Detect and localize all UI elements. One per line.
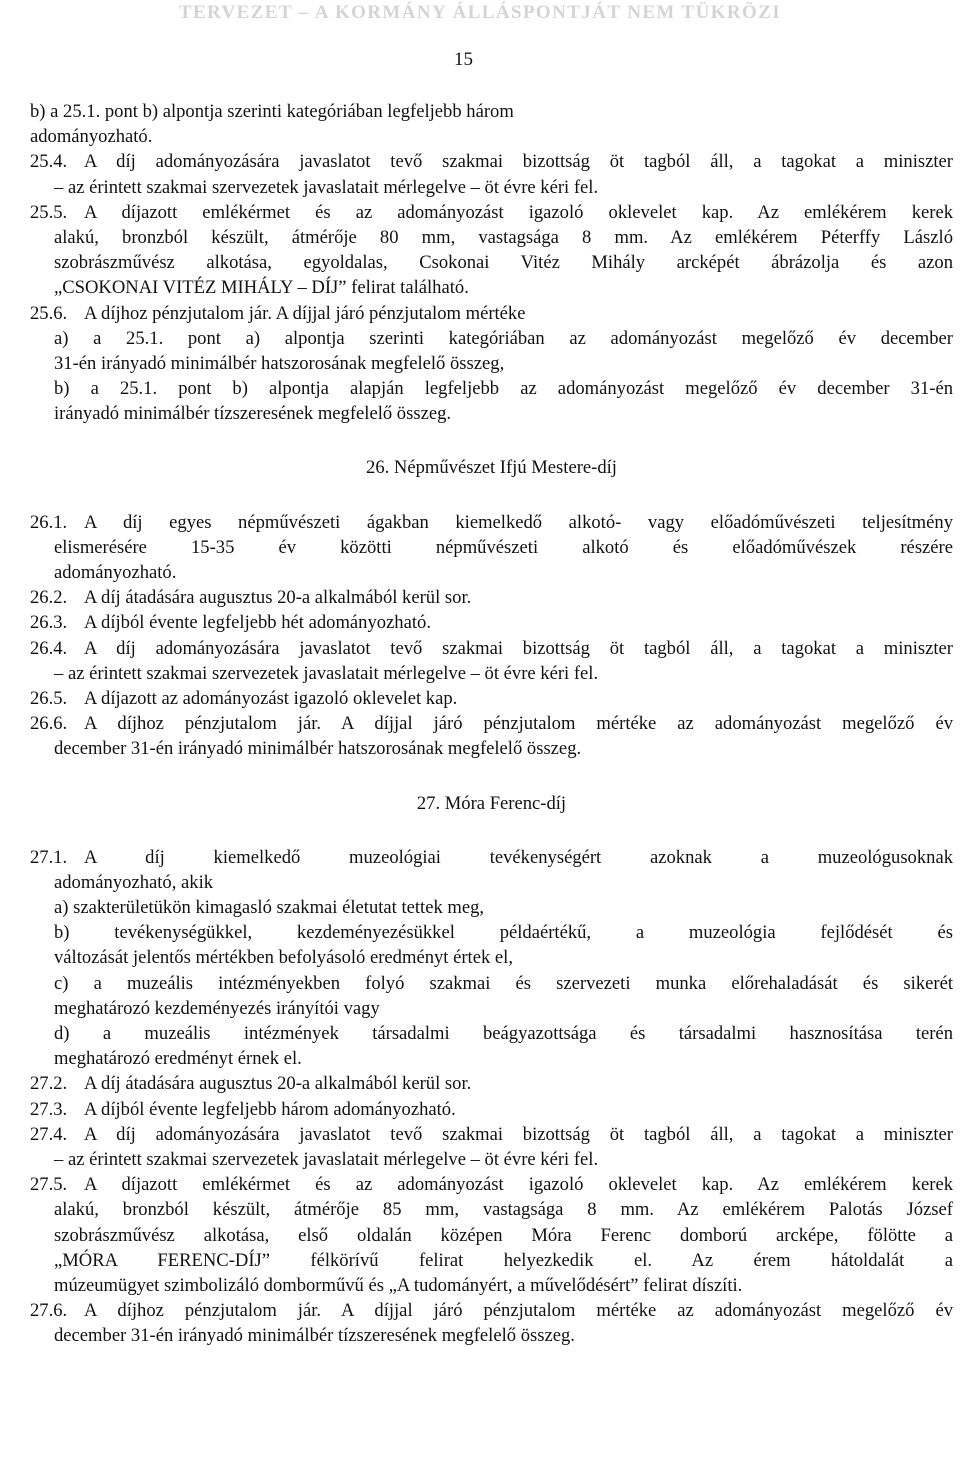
text-line: meghatározó kezdeményezés irányítói vagy (54, 997, 380, 1019)
text-line (30, 711, 953, 736)
paragraph-number: 26.5. (30, 687, 68, 709)
paragraph-number: 27.5. (30, 1174, 68, 1196)
text-line (30, 1097, 953, 1122)
text-line: elismerésére 15-35 év közötti népművészeti alkotó és előadóművészek részére (54, 536, 953, 558)
paragraph-number: 27.1. (30, 846, 68, 868)
paragraph-number: 25.4. (30, 151, 68, 173)
text-line: meghatározó eredményt érnek el. (54, 1048, 302, 1070)
paragraph-text: A díj kiemelkedő muzeológiai tevékenységért azoknak a muzeológusoknak (84, 846, 953, 868)
text-line (30, 149, 953, 174)
text-line: december 31-én irányadó minimálbér tízszeresének megfelelő összeg. (54, 1325, 575, 1347)
paragraph-text: A díjazott az adományozást igazoló oklevelet kap. (84, 687, 458, 709)
text-line: „MÓRA FERENC-DÍJ” félkörívű felirat helyezkedik el. Az érem hátoldalát a (54, 1249, 953, 1271)
paragraph-number: 27.3. (30, 1098, 68, 1120)
text-line: szobrászművész alkotása, első oldalán középen Móra Ferenc domború arcképe, fölötte a (54, 1224, 953, 1246)
text-line: „CSOKONAI VITÉZ MIHÁLY – DÍJ” felirat található. (54, 277, 469, 299)
text-line: – az érintett szakmai szervezetek javaslatait mérlegelve – öt évre kéri fel. (54, 176, 599, 198)
paragraph-number: 26.3. (30, 612, 68, 634)
paragraph-text: A díj adományozására javaslatot tevő szakmai bizottság öt tagból áll, a tagokat a miniszter (84, 1123, 953, 1145)
text-line: d) a muzeális intézmények társadalmi beágyazottsága és társadalmi hasznosítása terén (54, 1023, 953, 1044)
text-line (30, 301, 953, 326)
paragraph-text: A díjazott emlékérmet és az adományozást igazoló oklevelet kap. Az emlékérem kerek (84, 1174, 953, 1196)
text-line: a) szakterületükön kimagasló szakmai életutat tettek meg, (54, 897, 485, 919)
paragraph-text: A díjazott emlékérmet és az adományozást igazoló oklevelet kap. Az emlékérem kerek (84, 201, 953, 223)
text-line (30, 1298, 953, 1323)
paragraph-text: A díjhoz pénzjutalom jár. A díjjal járó pénzjutalom mértéke az adományozást megelőző év (84, 1300, 953, 1322)
paragraph-number: 25.6. (30, 302, 68, 324)
text-line: irányadó minimálbér tízszeresének megfelelő összeg. (54, 403, 452, 425)
paragraph-text: A díjból évente legfeljebb hét adományozható. (84, 612, 431, 634)
text-line: b) a 25.1. pont b) alpontja alapján legfeljebb az adományozást megelőző év december 31-én (54, 378, 953, 400)
section-heading: 26. Népművészet Ifjú Mestere-díj (366, 457, 617, 479)
text-line (30, 1172, 953, 1197)
text-line: 31-én irányadó minimálbér hatszorosának megfelelő összeg, (54, 352, 505, 374)
text-line: b) a 25.1. pont b) alpontja szerinti kategóriában legfeljebb három (30, 101, 514, 122)
text-line: szobrászművész alkotása, egyoldalas, Csokonai Vitéz Mihály arcképét ábrázolja és azon (54, 252, 953, 274)
paragraph-text: A díjhoz pénzjutalom jár. A díjjal járó pénzjutalom mértéke (84, 302, 526, 324)
text-line: – az érintett szakmai szervezetek javaslatait mérlegelve – öt évre kéri fel. (54, 662, 599, 684)
paragraph-text: A díjból évente legfeljebb három adományozható. (84, 1098, 456, 1120)
text-line: alakú, bronzból készült, átmérője 85 mm, vastagsága 8 mm. Az emlékérem Palotás József (54, 1199, 953, 1221)
paragraph-text: A díj adományozására javaslatot tevő szakmai bizottság öt tagból áll, a tagokat a miniszter (84, 637, 953, 659)
text-line (30, 1071, 953, 1096)
text-line (30, 200, 953, 225)
text-line: – az érintett szakmai szervezetek javaslatait mérlegelve – öt évre kéri fel. (54, 1148, 599, 1170)
text-line: c) a muzeális intézményekben folyó szakmai és szervezeti munka előrehaladását és sikerét (54, 972, 953, 994)
paragraph-text: A díj adományozására javaslatot tevő szakmai bizottság öt tagból áll, a tagokat a miniszter (84, 151, 953, 173)
section-spacer (30, 762, 953, 791)
document-body (30, 99, 953, 1348)
draft-watermark: TERVEZET – A KORMÁNY ÁLLÁSPONTJÁT NEM TÜKRÖZI (178, 2, 782, 23)
text-line: változását jelentős mértékben befolyásoló eredményt értek el, (54, 947, 513, 969)
text-line: alakú, bronzból készült, átmérője 80 mm, vastagsága 8 mm. Az emlékérem Péterffy László (54, 226, 953, 248)
text-line (30, 510, 953, 535)
paragraph-number: 25.5. (30, 201, 68, 223)
paragraph-number: 27.4. (30, 1123, 68, 1145)
paragraph-number: 26.1. (30, 511, 68, 533)
paragraph-text: A díj egyes népművészeti ágakban kiemelkedő alkotó- vagy előadóművészeti teljesítmény (84, 511, 953, 533)
text-line: b) tevékenységükkel, kezdeményezésükkel példaértékű, a muzeológia fejlődését és (54, 922, 953, 944)
paragraph-number: 27.2. (30, 1073, 68, 1095)
paragraph-number: 27.6. (30, 1300, 68, 1322)
text-line: december 31-én irányadó minimálbér hatszorosának megfelelő összeg. (54, 738, 582, 760)
text-line (30, 585, 953, 610)
page-number: 15 (454, 49, 473, 70)
text-line (30, 845, 953, 870)
text-line: a) a 25.1. pont a) alpontja szerinti kategóriában az adományozást megelőző év december (54, 327, 953, 349)
text-line (30, 1122, 953, 1147)
paragraph-text: A díjhoz pénzjutalom jár. A díjjal járó pénzjutalom mértéke az adományozást megelőző év (84, 713, 953, 735)
text-line (30, 610, 953, 635)
paragraph-number: 26.2. (30, 587, 68, 609)
text-line (30, 636, 953, 661)
text-line: adományozható, akik (54, 871, 214, 893)
text-line: adományozható. (30, 126, 153, 148)
text-line: adományozható. (54, 562, 177, 583)
text-line (30, 686, 953, 711)
section-spacer (30, 426, 953, 455)
text-line: múzeumügyet szimbolizáló domborművű és „A tudományért, a művelődésért” felirat díszíti. (54, 1274, 743, 1296)
paragraph-number: 26.4. (30, 637, 68, 659)
paragraph-text: A díj átadására augusztus 20-a alkalmából kerül sor. (84, 1073, 472, 1095)
paragraph-number: 26.6. (30, 713, 68, 735)
section-spacer (30, 481, 953, 510)
paragraph-text: A díj átadására augusztus 20-a alkalmából kerül sor. (84, 587, 472, 609)
section-heading: 27. Móra Ferenc-díj (416, 792, 567, 814)
section-spacer (30, 816, 953, 845)
